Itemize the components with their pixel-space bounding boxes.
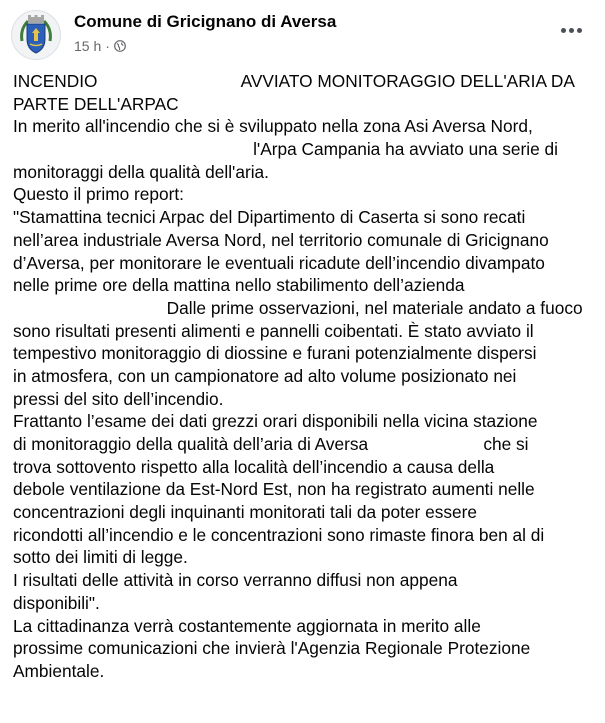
post-text-line: tempestivo monitoraggio di diossine e furani potenzialmente dispersi	[13, 343, 537, 364]
post-text-line: Ambientale.	[13, 660, 105, 681]
post-text	[13, 70, 603, 683]
post-text-line: nell’area industriale Aversa Nord, nel territorio comunale di Gricignano	[13, 229, 549, 250]
post-text-line: INCENDIO AVVIATO MONITORAGGIO DELL'ARIA DA	[13, 71, 575, 91]
post-text-line: l'Arpa Campania ha avviato una serie di	[13, 139, 559, 160]
post-text-line: In merito all'incendio che si è sviluppato nella zona Asi Aversa Nord,	[13, 116, 533, 137]
post-text-line: trova sottovento rispetto alla località dell’incendio a causa della	[13, 456, 495, 477]
page-avatar[interactable]	[11, 10, 61, 60]
post-text-line: in atmosfera, con un campionatore ad alto volume posizionato nei	[13, 365, 517, 386]
post-meta	[74, 38, 126, 54]
post-text-line: debole ventilazione da Est-Nord Est, non ha registrato aumenti nelle	[13, 479, 535, 500]
post-text-line: sono risultati presenti alimenti e pannelli coibentati. È stato avviato il	[13, 320, 534, 341]
post-text-line: Frattanto l’esame dei dati grezzi orari disponibili nella vicina stazione	[13, 411, 538, 432]
meta-separator: ·	[105, 38, 110, 54]
post-text-line: prossime comunicazioni che invierà l'Agenzia Regionale Protezione	[13, 638, 531, 659]
post-text-line: PARTE DELL'ARPAC	[13, 93, 179, 114]
post-text-line: sotto dei limiti di legge.	[13, 547, 188, 568]
globe-icon[interactable]	[114, 40, 126, 52]
page-name-link[interactable]: Comune di Gricignano di Aversa	[74, 12, 337, 31]
post-time[interactable]: 15 h	[74, 38, 102, 54]
post-text-line: I risultati delle attività in corso verranno diffusi non appena	[13, 570, 458, 591]
post-text-line: ricondotti all’incendio e le concentrazioni sono rimaste finora ben al di	[13, 524, 545, 545]
post-text-line: nelle prime ore della mattina nello stabilimento dell’azienda	[13, 275, 465, 296]
post-text-line: d’Aversa, per monitorare le eventuali ricadute dell’incendio divampato	[13, 252, 545, 273]
post-text-line: Dalle prime osservazioni, nel materiale andato a fuoco	[13, 297, 583, 318]
post-text-line: Questo il primo report:	[13, 184, 184, 205]
coat-of-arms-icon	[12, 11, 60, 59]
post-text-line: concentrazioni degli inquinanti monitorati tali da poter essere	[13, 502, 477, 523]
post-text-line: pressi del sito dell’incendio.	[13, 388, 224, 409]
post-text-line: disponibili".	[13, 592, 100, 613]
post-text-line: "Stamattina tecnici Arpac del Dipartimento di Caserta si sono recati	[13, 207, 526, 228]
post-text-line: La cittadinanza verrà costantemente aggiornata in merito alle	[13, 615, 481, 636]
more-options-icon[interactable]	[555, 18, 587, 42]
post-text-line: monitoraggi della qualità dell'aria.	[13, 161, 269, 182]
post-text-line: di monitoraggio della qualità dell’aria di Aversa che si	[13, 434, 529, 454]
post-header	[0, 0, 605, 66]
